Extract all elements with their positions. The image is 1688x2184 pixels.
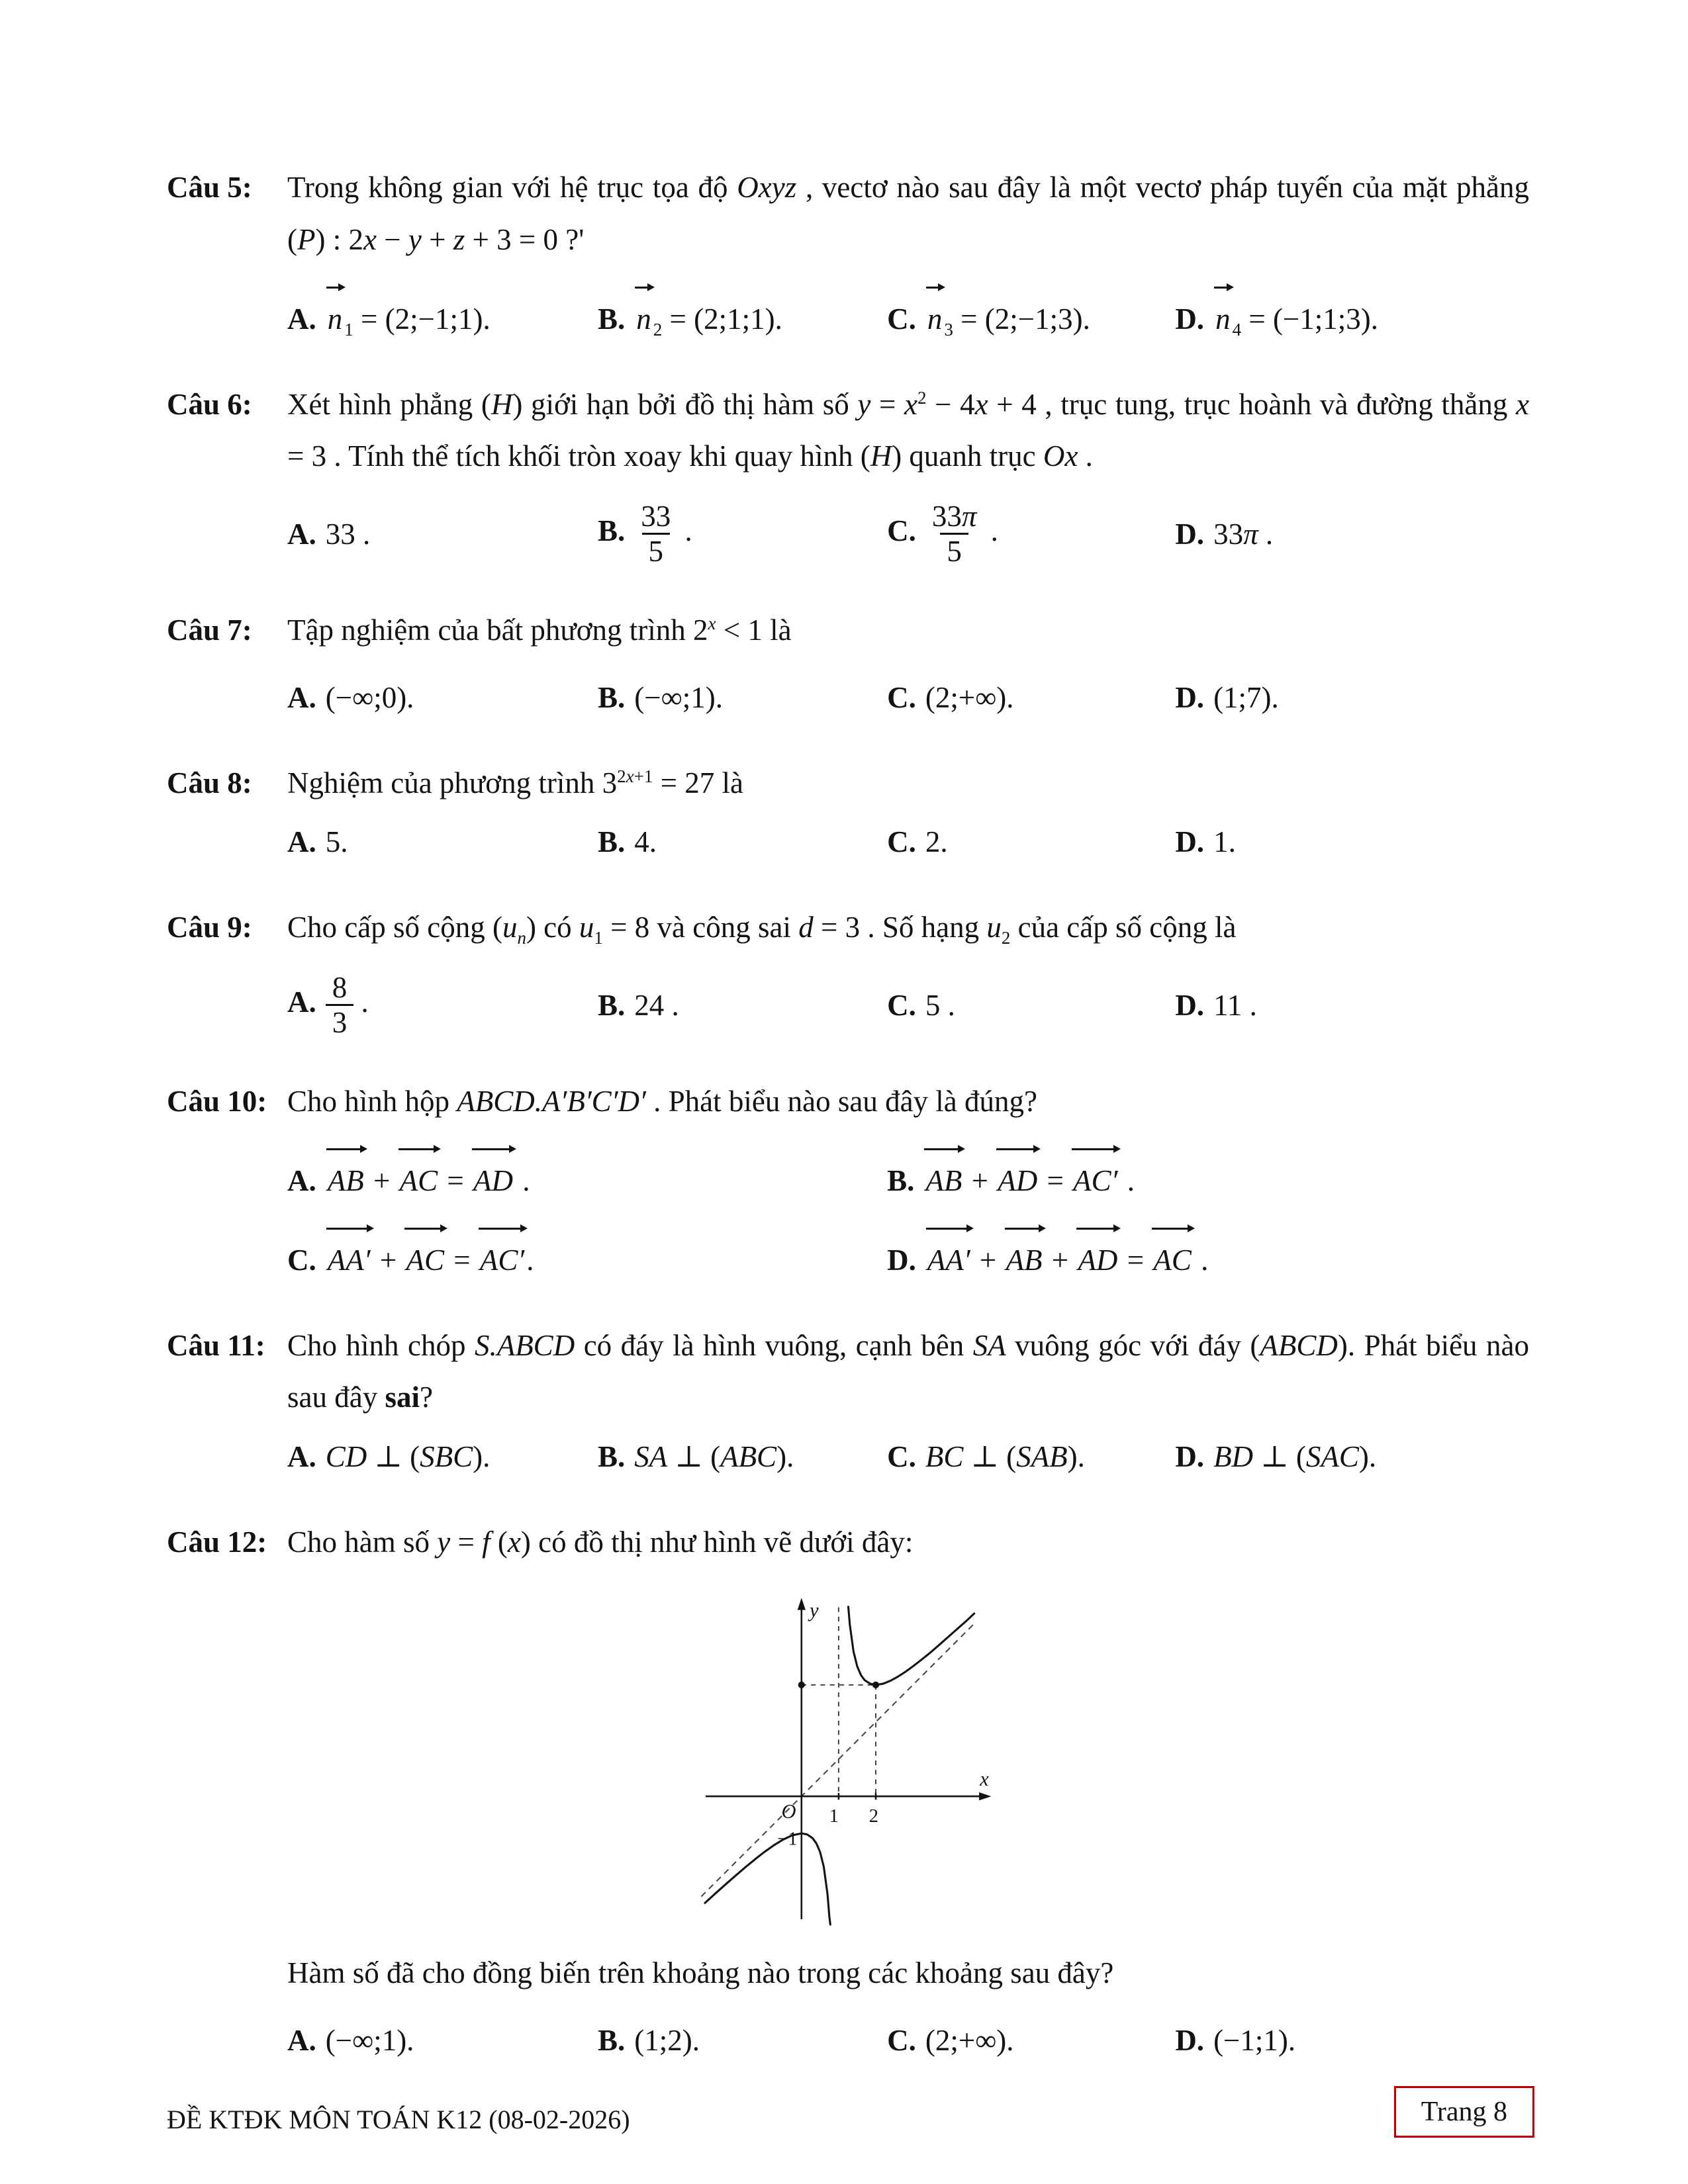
- option-d: D. 1.: [1175, 825, 1236, 859]
- question-11: [167, 1320, 1529, 1481]
- x-tick-2-label: 2: [868, 1805, 879, 1827]
- x-tick-1-label: 1: [829, 1805, 839, 1827]
- question-7-options: [287, 674, 1529, 721]
- question-9-options: [287, 971, 1529, 1040]
- option-b: B. AB + AD = AC′ .: [887, 1157, 1529, 1205]
- option-d: D. (−1;1).: [1175, 2023, 1296, 2057]
- option-a: A. AB + AC = AD .: [287, 1157, 887, 1205]
- question-10-label: Câu 10:: [167, 1084, 267, 1118]
- option-c: C. n $_3$ = (2;−1;3).: [887, 295, 1175, 343]
- question-6-options: [287, 500, 1529, 569]
- option-c: C. BC ⊥ (SAB).: [887, 1440, 1085, 1474]
- option-a: A. CD ⊥ (SBC).: [287, 1440, 491, 1474]
- question-11-text: Cho hình chóp S.ABCD có đáy là hình vuông, cạnh bên SA vuông góc với đáy (ABCD). Phát biểu nào sau đây sai?: [287, 1328, 1530, 1414]
- question-5: [167, 161, 1529, 343]
- point-on-y-axis: [798, 1682, 805, 1688]
- question-5-label: Câu 5:: [167, 171, 252, 204]
- option-c: C. $\frac{33\pi}{5}$ .: [887, 500, 998, 569]
- option-d: D. 33π .: [1175, 517, 1274, 551]
- option-b: B. (−∞;1).: [598, 680, 723, 714]
- question-9-label: Câu 9:: [167, 911, 252, 944]
- question-6-label: Câu 6:: [167, 387, 252, 421]
- exam-footer: ĐỀ KTĐK MÔN TOÁN K12 (08-02-2026): [167, 2105, 630, 2134]
- question-11-label: Câu 11:: [167, 1328, 265, 1362]
- y-axis-arrow: [798, 1598, 806, 1610]
- option-a: A. $\frac{8}{3}$ .: [287, 971, 369, 1040]
- option-b: B. n $_2$ = (2;1;1).: [598, 295, 887, 343]
- option-d: D. BD ⊥ (SAC).: [1175, 1440, 1377, 1474]
- question-5-text: Trong không gian với hệ trục tọa độ Oxyz , vectơ nào sau đây là một vectơ pháp tuyến của mặt phẳng (P) : 2x − y + z + 3 = 0 ?': [287, 171, 1530, 256]
- question-7: [167, 604, 1529, 721]
- option-c: C. 2.: [887, 825, 948, 859]
- y-axis-label: y: [810, 1598, 819, 1621]
- x-axis-label: x: [980, 1767, 989, 1790]
- option-b: B. 4.: [598, 825, 657, 859]
- option-c: C. 5 .: [887, 988, 955, 1022]
- question-12-prompt: Hàm số đã cho đồng biến trên khoảng nào trong các khoảng sau đây?: [287, 1956, 1114, 1989]
- option-b: B. 24 .: [598, 988, 679, 1022]
- question-10: [167, 1075, 1529, 1284]
- option-c: C. (2;+∞).: [887, 2023, 1014, 2057]
- question-12-label: Câu 12:: [167, 1525, 267, 1559]
- option-c: C. AA′ + AC = AC′.: [287, 1236, 887, 1284]
- question-7-label: Câu 7:: [167, 613, 252, 647]
- question-12: [167, 1516, 1529, 2064]
- question-10-options: [287, 1157, 1529, 1284]
- question-10-text: Cho hình hộp ABCD.A′B′C′D′ . Phát biểu nào sau đây là đúng?: [287, 1084, 1037, 1118]
- option-b: B. $\frac{33}{5}$ .: [598, 500, 692, 569]
- question-12-text: Cho hàm số y = f (x) có đồ thị như hình vẽ dưới đây:: [287, 1525, 914, 1559]
- question-6: [167, 379, 1529, 569]
- question-9: [167, 901, 1529, 1040]
- option-a: A. 33 .: [287, 517, 371, 551]
- option-d: D. AA′ + AB + AD = AC .: [887, 1236, 1529, 1284]
- question-8-label: Câu 8:: [167, 766, 252, 799]
- function-graph: [221, 1587, 1463, 1925]
- option-d: D. 11 .: [1175, 988, 1257, 1022]
- option-d: D. (1;7).: [1175, 680, 1279, 714]
- option-d: D. n $_4$ = (−1;1;3).: [1175, 295, 1529, 343]
- origin-label: O: [781, 1799, 796, 1823]
- option-a: A. (−∞;0).: [287, 680, 414, 714]
- x-axis-arrow: [979, 1792, 991, 1800]
- question-6-text: Xét hình phẳng (H) giới hạn bởi đồ thị hàm số $y = x^2 - 4x + 4$ , trục tung, trục hoành và đường thẳng x = 3 . Tính thể tích khối tròn xoay khi quay hình (H) quanh trục Ox .: [287, 387, 1529, 473]
- question-12-options: [287, 2017, 1529, 2064]
- question-8: [167, 757, 1529, 866]
- option-b: B. (1;2).: [598, 2023, 700, 2057]
- option-b: B. SA ⊥ (ABC).: [598, 1440, 794, 1474]
- question-8-text: Nghiệm của phương trình $3^{2x+1} = 27$ là: [287, 766, 743, 799]
- question-11-options: [287, 1433, 1529, 1480]
- local-min-point: [872, 1682, 879, 1688]
- question-8-options: [287, 818, 1529, 866]
- question-7-text: Tập nghiệm của bất phương trình $2^x < 1$ là: [287, 613, 792, 647]
- curve-right-branch: [848, 1607, 974, 1685]
- option-a: A. (−∞;1).: [287, 2023, 414, 2057]
- question-9-text: Cho cấp số cộng $(u_n)$ có $u_1 = 8$ và công sai d = 3 . Số hạng $u_2$ của cấp số cộng là: [287, 911, 1237, 948]
- curve-left-branch: [705, 1833, 830, 1925]
- option-c: C. (2;+∞).: [887, 680, 1014, 714]
- question-5-options: [287, 295, 1529, 343]
- option-a: A. n $_1$ = (2;−1;1).: [287, 295, 598, 343]
- y-neg1-label: −1: [777, 1829, 798, 1850]
- page-number-badge: Trang 8: [1394, 2086, 1534, 2138]
- option-a: A. 5.: [287, 825, 348, 859]
